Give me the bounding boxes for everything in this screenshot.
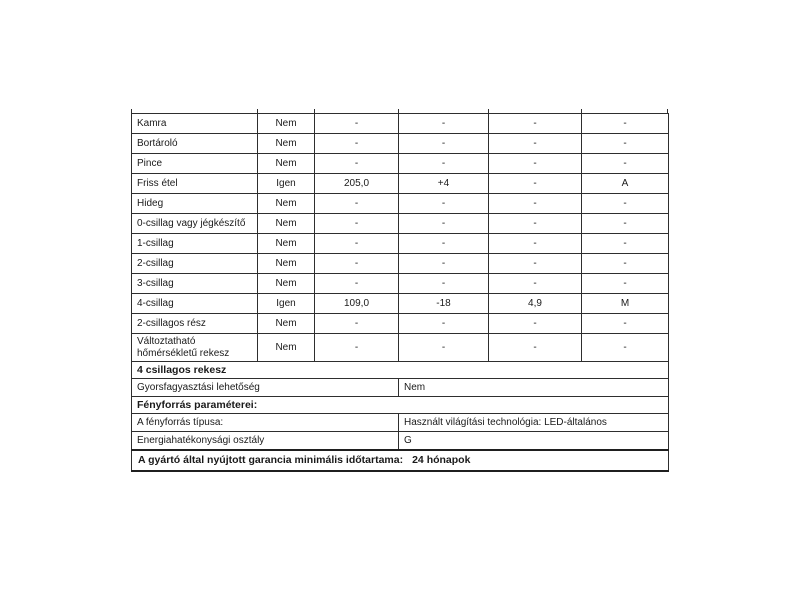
table-row (132, 294, 669, 314)
table-top-stub (314, 109, 315, 113)
table-top-stub (131, 109, 132, 113)
cell-value: - (582, 254, 669, 274)
cell-value: - (489, 234, 582, 254)
warranty-cell (132, 450, 669, 471)
cell-value: - (489, 154, 582, 174)
warranty-row (132, 450, 669, 471)
cell-value: +4 (399, 174, 489, 194)
cell-value: - (315, 214, 399, 234)
spec-table (131, 113, 669, 472)
cell-value: Nem (258, 214, 315, 234)
table-top-stub (581, 109, 582, 113)
table-top-stub (667, 109, 668, 113)
cell-value: A (582, 174, 669, 194)
table-row (132, 432, 669, 450)
table-row (132, 379, 669, 397)
cell-value: Igen (258, 174, 315, 194)
cell-value: Nem (258, 154, 315, 174)
table-row (132, 234, 669, 254)
cell-value: - (315, 334, 399, 362)
cell-value: - (582, 334, 669, 362)
cell-label: 2-csillagos rész (132, 314, 258, 334)
cell-value: - (582, 134, 669, 154)
cell-value: - (399, 134, 489, 154)
cell-value: - (582, 314, 669, 334)
cell-value: - (399, 274, 489, 294)
table-top-stub (257, 109, 258, 113)
cell-value: - (489, 114, 582, 134)
cell-value: Nem (258, 134, 315, 154)
cell-value: - (489, 214, 582, 234)
table-row (132, 174, 669, 194)
cell-value: - (489, 134, 582, 154)
cell-label: 3-csillag (132, 274, 258, 294)
table-top-stub (488, 109, 489, 113)
cell-value: - (582, 234, 669, 254)
warranty-value: 24 hónapok (412, 454, 471, 467)
cell-label: Változtatható hőmérsékletű rekesz (132, 334, 258, 362)
section-header-row (132, 397, 669, 414)
cell-label: Kamra (132, 114, 258, 134)
cell-value: - (315, 254, 399, 274)
section-header-four-star: 4 csillagos rekesz (132, 362, 669, 379)
quick-freeze-value: Nem (399, 379, 669, 397)
warranty-label: A gyártó által nyújtott garancia minimális időtartama: (138, 454, 404, 467)
cell-value: - (315, 274, 399, 294)
cell-value: - (582, 114, 669, 134)
cell-value: - (399, 154, 489, 174)
table-row (132, 214, 669, 234)
cell-value: - (489, 254, 582, 274)
cell-value: - (489, 314, 582, 334)
table-row (132, 194, 669, 214)
table-row (132, 414, 669, 432)
cell-value: - (399, 314, 489, 334)
cell-label: Hideg (132, 194, 258, 214)
cell-value: M (582, 294, 669, 314)
cell-value: Igen (258, 294, 315, 314)
cell-value: - (582, 214, 669, 234)
cell-value: - (315, 114, 399, 134)
cell-value: 4,9 (489, 294, 582, 314)
cell-value: - (399, 234, 489, 254)
cell-label: 2-csillag (132, 254, 258, 274)
table-row (132, 334, 669, 362)
cell-value: - (315, 234, 399, 254)
section-header-light-source: Fényforrás paraméterei: (132, 397, 669, 414)
cell-value: Nem (258, 114, 315, 134)
cell-value: - (315, 194, 399, 214)
table-row (132, 154, 669, 174)
quick-freeze-label: Gyorsfagyasztási lehetőség (132, 379, 399, 397)
cell-label: Friss étel (132, 174, 258, 194)
table-row (132, 134, 669, 154)
cell-value: Nem (258, 234, 315, 254)
cell-value: - (399, 334, 489, 362)
table-row (132, 114, 669, 134)
table-row (132, 254, 669, 274)
cell-value: - (399, 194, 489, 214)
light-type-value: Használt világítási technológia: LED-általános (399, 414, 669, 432)
cell-label: Pince (132, 154, 258, 174)
cell-value: - (582, 274, 669, 294)
cell-label: 0-csillag vagy jégkészítő (132, 214, 258, 234)
cell-value: - (315, 134, 399, 154)
cell-label: 1-csillag (132, 234, 258, 254)
energy-class-label: Energiahatékonysági osztály (132, 432, 399, 450)
cell-value: - (315, 314, 399, 334)
cell-value: - (489, 194, 582, 214)
section-header-row (132, 362, 669, 379)
energy-class-value: G (399, 432, 669, 450)
cell-value: - (399, 114, 489, 134)
cell-value: 109,0 (315, 294, 399, 314)
cell-value: Nem (258, 254, 315, 274)
cell-label: Bortároló (132, 134, 258, 154)
cell-value: - (489, 174, 582, 194)
cell-value: 205,0 (315, 174, 399, 194)
table-top-stub (398, 109, 399, 113)
light-type-label: A fényforrás típusa: (132, 414, 399, 432)
cell-value: - (489, 274, 582, 294)
table-row (132, 314, 669, 334)
cell-value: Nem (258, 334, 315, 362)
cell-value: - (399, 214, 489, 234)
cell-value: Nem (258, 314, 315, 334)
cell-value: - (489, 334, 582, 362)
cell-value: - (582, 154, 669, 174)
cell-value: Nem (258, 194, 315, 214)
spec-table-container (131, 113, 668, 472)
cell-value: - (582, 194, 669, 214)
cell-value: - (399, 254, 489, 274)
table-row (132, 274, 669, 294)
cell-value: Nem (258, 274, 315, 294)
cell-value: -18 (399, 294, 489, 314)
cell-label: 4-csillag (132, 294, 258, 314)
cell-value: - (315, 154, 399, 174)
